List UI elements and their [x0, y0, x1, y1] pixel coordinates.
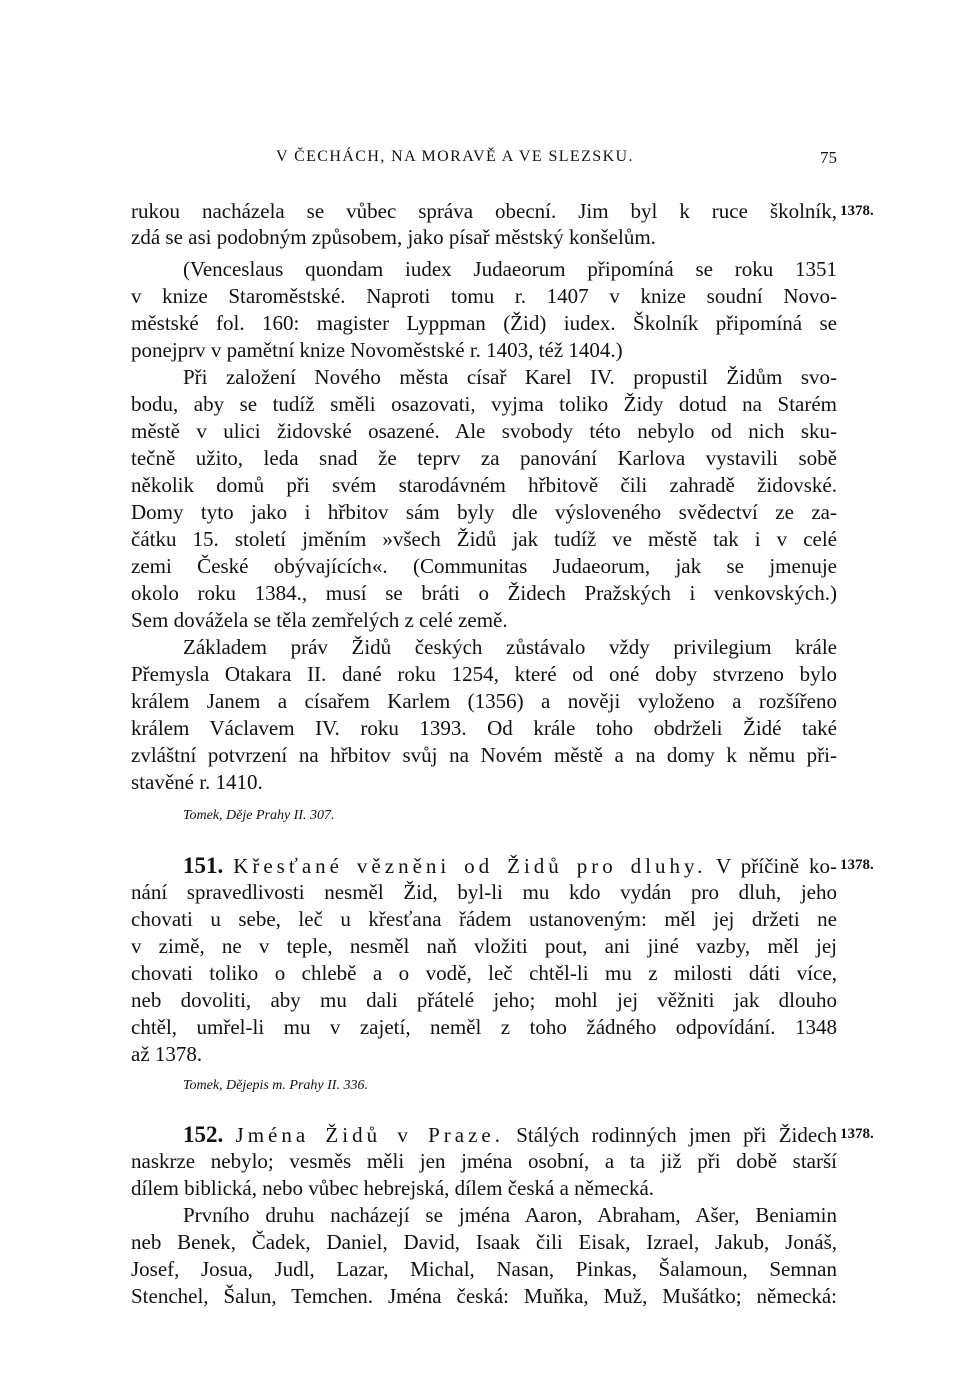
text-line: v zimě, ne v teple, nesměl naň vložiti pout, ani jiné vazby, měl jej: [131, 934, 837, 958]
citation: Tomek, Děje Prahy II. 307.: [183, 808, 335, 823]
text-line: Josef, Josua, Judl, Lazar, Michal, Nasan, Pinkas, Šalamoun, Semnan: [131, 1257, 837, 1281]
text-line: městě v ulici židovské osazené. Ale svobody této nebylo od nich sku-: [131, 419, 837, 443]
text-line: (Venceslaus quondam iudex Judaeorum připomíná se roku 1351: [183, 257, 837, 281]
text-line: zdá se asi podobným způsobem, jako písař městský konšelům.: [131, 225, 656, 249]
section-heading-line: [131, 852, 837, 879]
text-line: naskrze nebylo; vesměs měli jen jména osobní, a ta již při době starší: [131, 1149, 837, 1173]
text-line: městské fol. 160: magister Lyppman (Žid) iudex. Školník připomíná se: [131, 311, 837, 335]
text-line: Při založení Nového města císař Karel IV. propustil Židům svo-: [183, 365, 837, 389]
text-line: v knize Staroměstské. Naproti tomu r. 1407 v knize soudní Novo-: [131, 284, 837, 308]
text-line: dílem biblická, nebo vůbec hebrejská, dílem česká a německá.: [131, 1176, 655, 1200]
page-number: 75: [820, 148, 837, 167]
text-line: nání spravedlivosti nesměl Žid, byl-li mu kdo vydán pro dluh, jeho: [131, 880, 837, 904]
text-line: Základem práv Židů českých zůstávalo vždy privilegium krále: [183, 635, 837, 659]
page-header: [131, 148, 837, 172]
text-line: Prvního druhu nacházejí se jména Aaron, Abraham, Ašer, Beniamin: [183, 1203, 837, 1227]
text-fragment: Stálých rodinných jmen při Židech: [516, 1123, 838, 1147]
text-line: několik domů při svém starodávném hřbitově čili zahradě židovské.: [131, 473, 837, 497]
text-line: ponejprv v pamětní knize Novoměstské r. 1403, též 1404.): [131, 338, 623, 362]
text-line: zemi České obývajících«. (Communitas Judaeorum, jak se jmenuje: [131, 554, 837, 578]
margin-year: 1378.: [840, 1126, 874, 1142]
text-line: chovati u sebe, leč u křesťana řádem ustanoveným: měl jej držeti ne: [131, 907, 837, 931]
margin-year: 1378.: [840, 203, 874, 219]
section-number: 152.: [183, 1122, 224, 1147]
text-line: čátku 15. století jměním »všech Židů jak tudíž ve městě tak i v celé: [131, 527, 837, 551]
text-line: Stenchel, Šalun, Temchen. Jména česká: Muňka, Muž, Mušátko; německá:: [131, 1284, 837, 1308]
text-line: Přemysla Otakara II. dané roku 1254, které od oné doby stvrzeno bylo: [131, 662, 837, 686]
text-line: až 1378.: [131, 1042, 203, 1066]
section-heading-line: [131, 1121, 837, 1148]
text-line: neb dovoliti, aby mu dali přátelé jeho; mohl jej věžniti jak dlouho: [131, 988, 837, 1012]
section-number: 151.: [183, 853, 224, 878]
citation: Tomek, Dějepis m. Prahy II. 336.: [183, 1078, 368, 1093]
text-line: králem Václavem IV. roku 1393. Od krále toho obdrželi Židé také: [131, 716, 837, 740]
text-line: bodu, aby se tudíž směli osazovati, vyjma toliko Židy dotud na Starém: [131, 392, 837, 416]
text-line: králem Janem a císařem Karlem (1356) a nověji vyloženo a rozšířeno: [131, 689, 837, 713]
text-line: zvláštní potvrzení na hřbitov svůj na Novém městě a na domy k němu při-: [131, 743, 837, 767]
running-title: V ČECHÁCH, NA MORAVĚ A VE SLEZSKU.: [276, 148, 634, 165]
text-line: chtěl, umřel-li mu v zajetí, neměl z toho žádného odpovídání. 1348: [131, 1015, 837, 1039]
section-title: Jména Židů v Praze.: [235, 1123, 504, 1147]
text-line: chovati toliko o chlebě a o vodě, leč chtěl-li mu z milosti dáti více,: [131, 961, 837, 985]
text-fragment: V příčině ko-: [716, 854, 837, 878]
text-line: Domy tyto jako i hřbitov sám byly dle výsloveného svědectví ze za-: [131, 500, 837, 524]
text-line: Sem dovážela se těla zemřelých z celé země.: [131, 608, 508, 632]
text-line: stavěné r. 1410.: [131, 770, 263, 794]
text-line: tečně užito, leda snad že teprv za panování Karlova vystavili sobě: [131, 446, 837, 470]
margin-year: 1378.: [840, 857, 874, 873]
text-line: okolo roku 1384., musí se bráti o Židech Pražských i venkovských.): [131, 581, 837, 605]
text-line: neb Benek, Čadek, Daniel, David, Isaak čili Eisak, Izrael, Jakub, Jonáš,: [131, 1230, 837, 1254]
text-line: rukou nacházela se vůbec správa obecní. Jim byl k ruce školník,: [131, 199, 837, 223]
section-title: Křesťané vězněni od Židů pro dluhy.: [233, 854, 707, 878]
